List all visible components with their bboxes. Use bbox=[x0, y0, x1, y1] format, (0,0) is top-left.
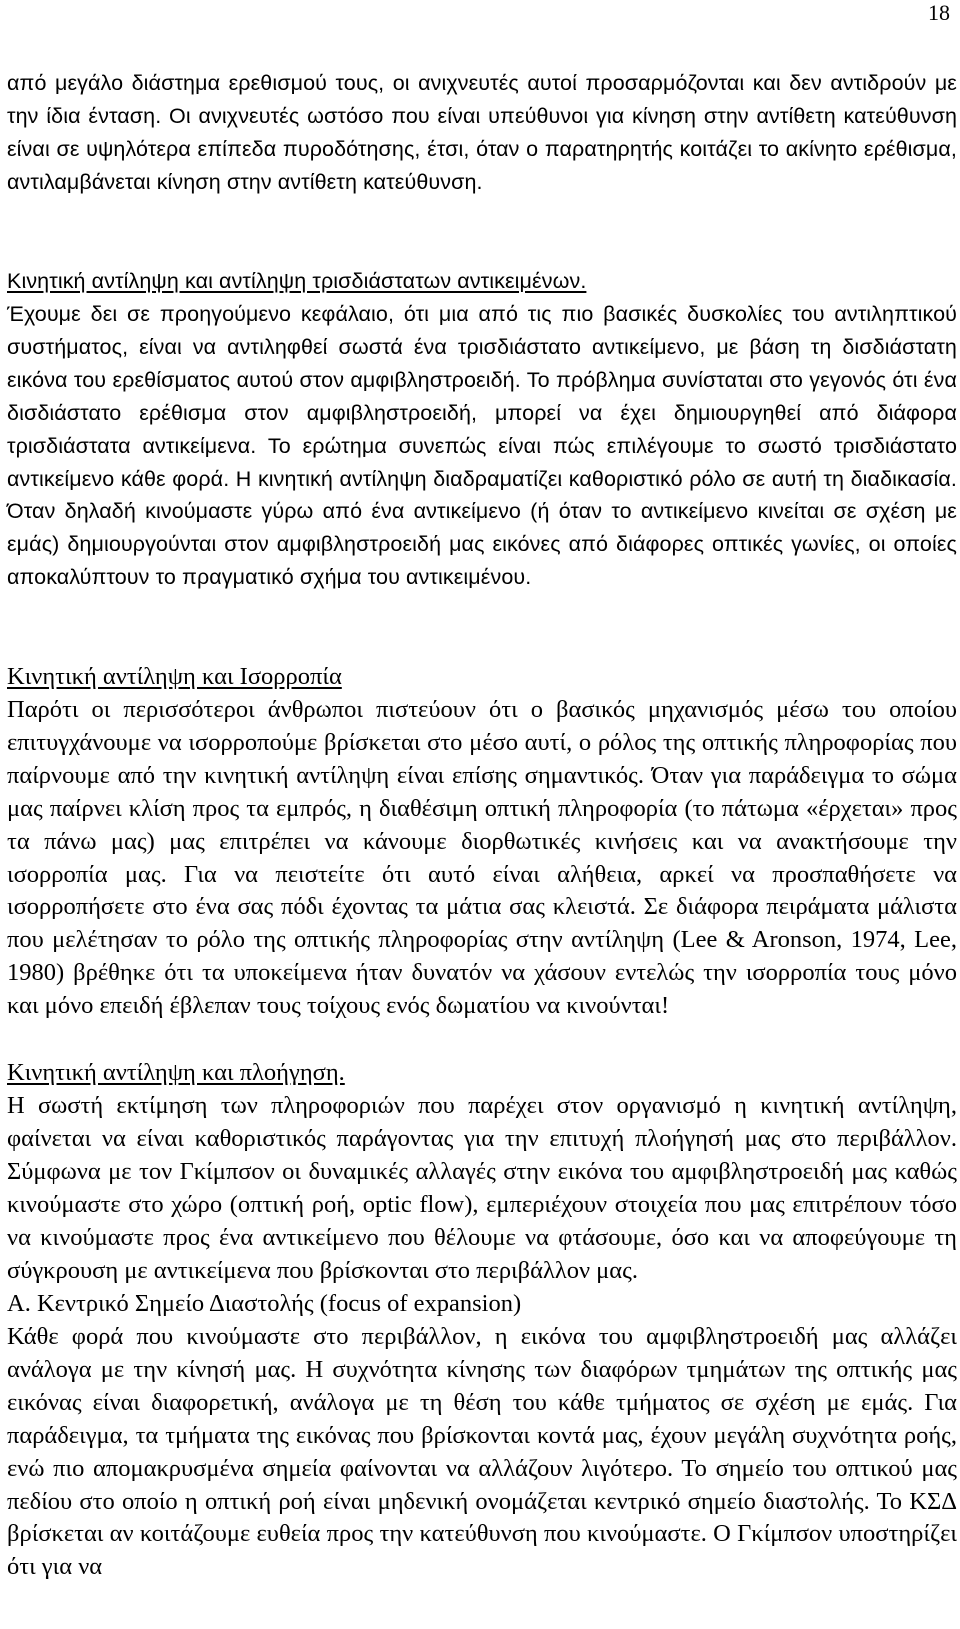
section-heading-balance: Κινητική αντίληψη και Ισορροπία bbox=[7, 663, 342, 690]
section-body-3d-objects: Έχουμε δει σε προηγούμενο κεφάλαιο, ότι μια από τις πιο βασικές δυσκολίες του αντιληπτικού συστήματος, είναι να αντιληφθεί σωστά ένα τρισδιάστατο αντικείμενο, με βάση τη δισδιάστατη εικόνα του ερεθίσματος αυτού στον αμφιβληστροειδή. Το πρόβλημα συνίσταται στο γεγονός ότι ένα δισδιάστατο ερέθισμα στον αμφιβληστροειδή, μπορεί να έχει δημιουργηθεί από διάφορα τρισδιάστατα αντικείμενα. Το ερώτημα συνεπώς είναι πώς επιλέγουμε το σωστό τρισδιάστατο αντικείμενο κάθε φορά. Η κινητική αντίληψη διαδραματίζει καθοριστικό ρόλο σε αυτή τη διαδικασία. Όταν δηλαδή κινούμαστε γύρω από ένα αντικείμενο (ή όταν το αντικείμενο κινείται σε σχέση με εμάς) δημιουργούνται στον αμφιβληστροειδή μας εικόνες από διάφορες οπτικές γωνίες, οι οποίες αποκαλύπτουν το πραγματικό σχήμα του αντικειμένου. bbox=[7, 302, 957, 590]
section-body-balance: Παρότι οι περισσότεροι άνθρωποι πιστεύουν ότι ο βασικός μηχανισμός μέσω του οποίου επιτυγχάνουμε να ισορροπούμε βρίσκεται στο μέσο αυτί, ο ρόλος της οπτικής πληροφορίας που παίρνουμε από την κινητική αντίληψη είναι επίσης σημαντικός. Όταν για παράδειγμα το σώμα μας παίρνει κλίση προς τα εμπρός, η διαθέσιμη οπτική πληροφορία (το πάτωμα «έρχεται» προς τα πάνω μας) μας επιτρέπει να κάνουμε διορθωτικές κινήσεις και να ανακτήσουμε την ισορροπία μας. Για να πειστείτε ότι αυτό είναι αλήθεια, αρκεί να προσπαθήσετε να ισορροπήσετε στο ένα σας πόδι έχοντας τα μάτια σας κλειστά. Σε διάφορα πειράματα μάλιστα που μελέτησαν το ρόλο της οπτικής πληροφορίας στην αντίληψη (Lee & Aronson, 1974, Lee, 1980) βρέθηκε ότι τα υποκείμενα ήταν δυνατόν να χάσουν εντελώς την ισορροπία τους μόνο και μόνο επειδή έβλεπαν τους τοίχους ενός δωματίου να κινούνται! bbox=[7, 696, 957, 1020]
subsection-heading-focus-of-expansion: Α. Κεντρικό Σημείο Διαστολής (focus of expansion) bbox=[7, 1290, 522, 1317]
intro-paragraph: από μεγάλο διάστημα ερεθισμού τους, οι ανιχνευτές αυτοί προσαρμόζονται και δεν αντιδρούν με την ίδια ένταση. Οι ανιχνευτές ωστόσο που είναι υπεύθυνοι για κίνηση στην αντίθετη κατεύθυνση είναι σε υψηλότερα επίπεδα πυροδότησης, έτσι, όταν ο παρατηρητής κοιτάζει το ακίνητο ερέθισμα, αντιλαμβάνεται κίνηση στην αντίθετη κατεύθυνση. bbox=[7, 71, 957, 194]
section-heading-navigation: Κινητική αντίληψη και πλοήγηση. bbox=[7, 1059, 345, 1086]
section-body-navigation: Η σωστή εκτίμηση των πληροφοριών που παρέχει στον οργανισμό η κινητική αντίληψη, φαίνεται να είναι καθοριστικός παράγοντας για την επιτυχή πλοήγησή μας στο περιβάλλον. Σύμφωνα με τον Γκίμπσον οι δυναμικές αλλαγές στην εικόνα του αμφιβληστροειδή μας καθώς κινούμαστε στο χώρο (οπτική ροή, optic flow), εμπεριέχουν στοιχεία που μας επιτρέπουν τόσο να κινούμαστε προς ένα αντικείμενο που θέλουμε να φτάσουμε, όσο και να αποφεύγουμε τη σύγκρουση με αντικείμενα που βρίσκονται στο περιβάλλον μας. bbox=[7, 1092, 957, 1284]
page-number: 18 bbox=[928, 0, 950, 25]
section-heading-3d-objects: Κινητική αντίληψη και αντίληψη τρισδιάστατων αντικειμένων. bbox=[7, 269, 587, 293]
subsection-body-focus-of-expansion: Κάθε φορά που κινούμαστε στο περιβάλλον, η εικόνα του αμφιβληστροειδή μας αλλάζει ανάλογα με την κίνησή μας. Η συχνότητα κίνησης των διαφόρων τμημάτων της οπτικής μας εικόνας είναι διαφορετική, ανάλογα με τη θέση του κάθε τμήματος σε σχέση με εμάς. Για παράδειγμα, τα τμήματα της εικόνας που βρίσκονται κοντά μας, έχουν μεγάλη συχνότητα ροής, ενώ πιο απομακρυσμένα σημεία φαίνονται να αλλάζουν λιγότερο. Το σημείο του οπτικού μας πεδίου στο οποίο η οπτική ροή είναι μηδενική ονομάζεται κεντρικό σημείο διαστολής. Το ΚΣΔ βρίσκεται αν κοιτάζουμε ευθεία προς την κατεύθυνση που κινούμαστε. Ο Γκίμπσον υποστηρίζει ότι για να bbox=[7, 1323, 957, 1581]
